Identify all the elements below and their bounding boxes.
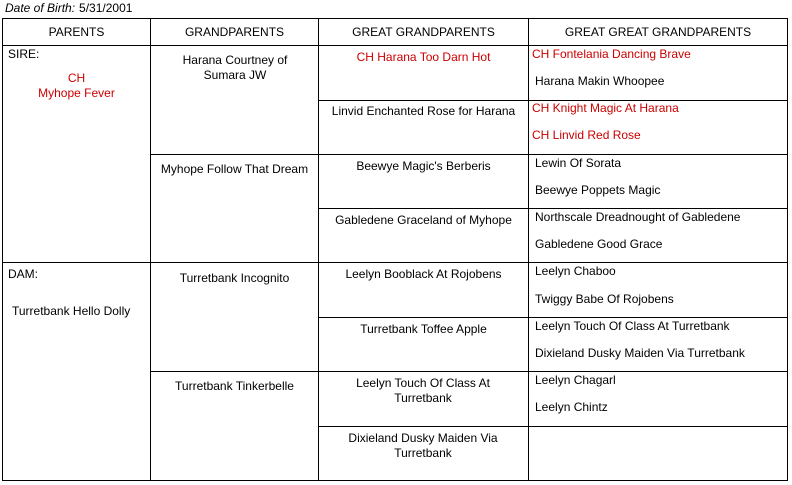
great-great-grandparent-name: Harana Makin Whoopee xyxy=(535,74,665,88)
great-grandparent-name: CH Harana Too Darn Hot xyxy=(356,50,491,64)
great-great-grandparent-name: Beewye Poppets Magic xyxy=(535,183,661,197)
dam-name: Turretbank Hello Dolly xyxy=(12,304,131,318)
pedigree-table xyxy=(2,18,788,481)
row-divider xyxy=(318,208,787,209)
great-great-grandparent-name: CH Fontelania Dancing Brave xyxy=(532,47,691,61)
great-great-grandparent-name: Leelyn Chagarl xyxy=(535,373,616,387)
great-grandparent-name: Gabledene Graceland of Myhope xyxy=(335,213,512,227)
row-divider xyxy=(318,317,787,318)
great-great-grandparent-name: Lewin Of Sorata xyxy=(535,156,622,170)
grandparent-name: Turretbank Incognito xyxy=(179,271,290,285)
row-divider xyxy=(318,426,787,427)
great-great-grandparent-name: Leelyn Touch Of Class At Turretbank xyxy=(535,319,730,333)
header-great-great-grandparents: GREAT GREAT GRANDPARENTS xyxy=(564,25,752,39)
grandparent-name: Turretbank Tinkerbelle xyxy=(175,379,294,393)
great-great-grandparent-name: Twiggy Babe Of Rojobens xyxy=(535,292,674,306)
sire-label: SIRE: xyxy=(8,47,40,61)
row-divider xyxy=(150,154,787,155)
great-great-grandparent-name: CH Knight Magic At Harana xyxy=(532,101,679,115)
column-divider xyxy=(150,19,151,480)
grandparent-name: Harana Courtney of Sumara JW xyxy=(182,53,288,82)
row-divider xyxy=(150,371,787,372)
date-of-birth-value: 5/31/2001 xyxy=(79,1,133,15)
header-grandparents: GRANDPARENTS xyxy=(184,25,285,39)
great-grandparent-name: Dixieland Dusky Maiden Via Turretbank xyxy=(348,431,498,460)
header-great-grandparents: GREAT GRANDPARENTS xyxy=(352,25,495,39)
sire-name: Myhope Fever xyxy=(38,86,115,100)
column-divider xyxy=(528,19,529,480)
date-of-birth xyxy=(5,1,132,15)
great-great-grandparent-name: CH Linvid Red Rose xyxy=(532,128,641,142)
great-grandparent-name: Linvid Enchanted Rose for Harana xyxy=(331,104,516,118)
great-grandparent-name: Turretbank Toffee Apple xyxy=(360,322,487,336)
great-great-grandparent-name: Leelyn Chintz xyxy=(535,400,608,414)
great-grandparent-name: Leelyn Booblack At Rojobens xyxy=(345,267,502,281)
header-parents: PARENTS xyxy=(48,25,105,39)
great-grandparent-name: Leelyn Touch Of Class At Turretbank xyxy=(356,376,490,405)
column-divider xyxy=(318,19,319,480)
dam-label: DAM: xyxy=(8,267,38,281)
great-great-grandparent-name: Leelyn Chaboo xyxy=(535,264,616,278)
date-of-birth-label: Date of Birth: xyxy=(5,1,76,15)
great-great-grandparent-name: Dixieland Dusky Maiden Via Turretbank xyxy=(535,346,745,360)
grandparent-name: Myhope Follow That Dream xyxy=(160,162,309,176)
header-divider xyxy=(3,45,787,46)
great-great-grandparent-name: Northscale Dreadnought of Gabledene xyxy=(535,210,741,224)
sire-title: CH xyxy=(67,71,86,85)
great-grandparent-name: Beewye Magic's Berberis xyxy=(356,159,491,173)
great-great-grandparent-name: Gabledene Good Grace xyxy=(535,237,663,251)
row-divider xyxy=(3,262,787,263)
